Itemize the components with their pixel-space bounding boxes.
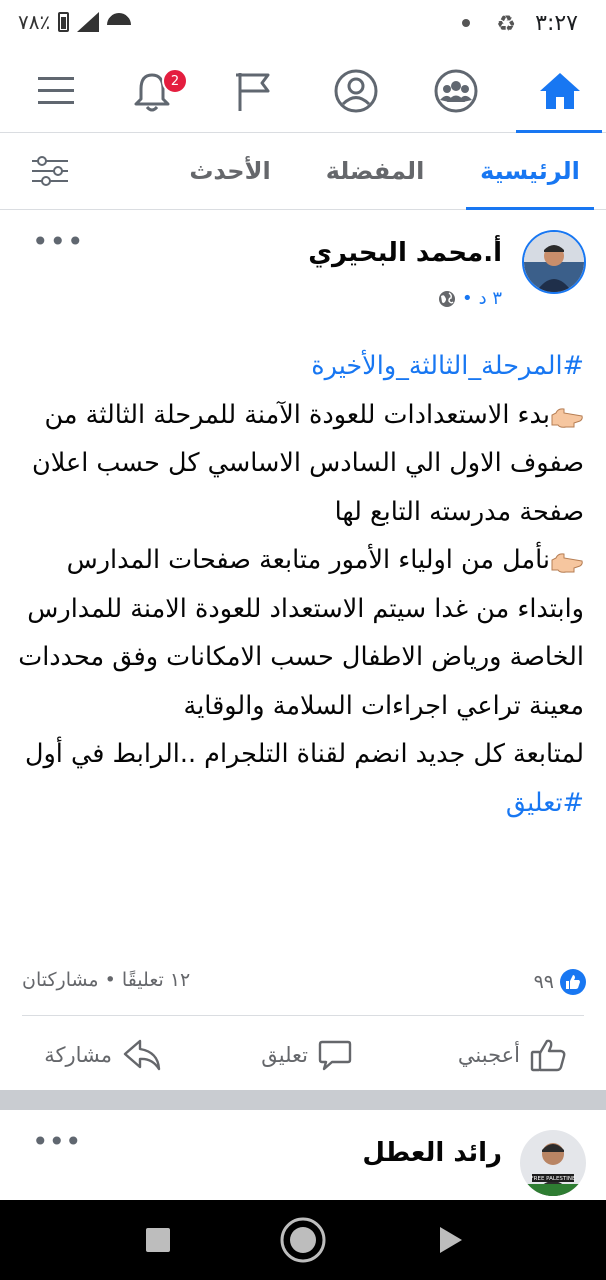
tab-home[interactable] <box>466 133 594 209</box>
top-nav <box>0 50 606 133</box>
post-text-2: نأمل من اولياء الأمور متابعة صفحات المدارس <box>66 545 550 575</box>
comment-hashtag[interactable]: #تعليق <box>505 787 584 818</box>
post-more-button[interactable]: ••• <box>32 1125 82 1158</box>
back-button[interactable] <box>418 1200 482 1280</box>
post-hashtag[interactable]: #المرحلة_الثالثة_والأخيرة <box>311 351 584 381</box>
like-label: أعجبني <box>457 1043 520 1067</box>
status-bar <box>0 0 606 50</box>
feed-separator <box>0 1090 606 1110</box>
like-button[interactable] <box>458 1020 566 1090</box>
post-text-4: لمتابعة كل جديد انضم لقناة التلجرام ..الرابط في أول <box>24 739 584 769</box>
like-reaction-icon <box>560 969 586 995</box>
globe-icon <box>438 290 456 308</box>
post <box>0 210 606 1090</box>
post-actions <box>0 1020 606 1090</box>
system-nav-bar <box>0 1200 606 1280</box>
thumbs-up-icon <box>530 1038 566 1072</box>
avatar-caption: FREE PALESTINE <box>530 1176 576 1182</box>
comment-bubble-icon <box>318 1038 352 1072</box>
post-meta <box>438 288 502 309</box>
tab-home-label: الرئيسية <box>480 157 580 185</box>
nav-groups[interactable] <box>410 50 502 132</box>
share-label: مشاركة <box>44 1043 112 1067</box>
comment-button[interactable] <box>261 1020 352 1090</box>
status-icons <box>18 10 131 34</box>
groups-icon <box>434 69 478 113</box>
likes-count: ٩٩ <box>533 971 554 993</box>
notification-badge: 2 <box>162 68 188 94</box>
comments-shares-count[interactable]: ١٢ تعليقًا • مشاركتان <box>22 969 191 991</box>
post-time[interactable]: ٣ د <box>478 288 502 309</box>
home-system-button[interactable] <box>268 1200 338 1280</box>
post-body <box>18 342 584 827</box>
nav-profile[interactable] <box>310 50 402 132</box>
tab-favorites[interactable] <box>320 133 430 209</box>
wifi-icon <box>107 13 131 31</box>
post-paragraph <box>18 730 584 827</box>
home-icon <box>538 71 582 111</box>
comment-label: تعليق <box>261 1043 308 1067</box>
notification-dot-icon <box>462 19 470 27</box>
author-avatar[interactable] <box>522 230 586 294</box>
nav-notifications[interactable] <box>106 50 198 132</box>
filter-button[interactable] <box>28 153 72 189</box>
reactions-summary[interactable] <box>534 969 586 995</box>
nav-pages[interactable] <box>208 50 300 132</box>
profile-icon <box>334 69 378 113</box>
menu-icon <box>36 75 76 107</box>
recents-button[interactable] <box>126 1200 190 1280</box>
circle-home-icon <box>279 1216 327 1264</box>
post-paragraph <box>18 536 584 585</box>
flag-icon <box>234 69 274 113</box>
tab-recent[interactable] <box>180 133 280 209</box>
post-more-button[interactable]: ••• <box>32 225 85 258</box>
tab-recent-label: الأحدث <box>189 157 271 185</box>
avatar-photo-icon <box>520 1130 586 1196</box>
post-stats <box>0 963 606 1003</box>
battery-icon <box>58 12 69 32</box>
meta-separator: • <box>461 288 473 309</box>
share-button[interactable] <box>44 1020 162 1090</box>
avatar-photo-icon <box>524 232 584 292</box>
post <box>0 1110 606 1200</box>
signal-icon <box>77 12 99 32</box>
share-arrow-icon <box>122 1038 162 1072</box>
battery-percent: ٧٨٪ <box>18 10 51 34</box>
post-text-3: وابتداء من غدا سيتم الاستعداد للعودة الامنة للمدارس الخاصة ورياض الاطفال حسب الامكانات وفق محددات معينة تراعي اجراءات السلامة والوقاية <box>18 593 584 721</box>
pointing-hand-icon <box>550 548 584 574</box>
post-author[interactable]: أ.محمد البحيري <box>308 238 502 268</box>
filter-sliders-icon <box>28 153 72 189</box>
stats-divider <box>22 1015 584 1016</box>
square-recents-icon <box>144 1226 172 1254</box>
post-text-1: بدء الاستعدادات للعودة الآمنة للمرحلة الثالثة من صفوف الاول الي السادس الاساسي كل حسب اعلان صفحة مدرسته التابع لها <box>32 399 584 527</box>
post-author[interactable]: رائد العطل <box>362 1138 502 1168</box>
pointing-hand-icon <box>550 403 584 429</box>
tab-favorites-label: المفضلة <box>325 157 425 185</box>
author-avatar[interactable] <box>520 1130 586 1196</box>
nav-menu[interactable] <box>16 50 96 132</box>
triangle-back-icon <box>436 1225 464 1255</box>
nav-home[interactable] <box>514 50 606 132</box>
post-paragraph <box>18 391 584 537</box>
sync-icon: ♻ <box>496 12 516 37</box>
clock: ٣:٢٧ <box>535 11 578 36</box>
feed-tabs <box>0 133 606 210</box>
